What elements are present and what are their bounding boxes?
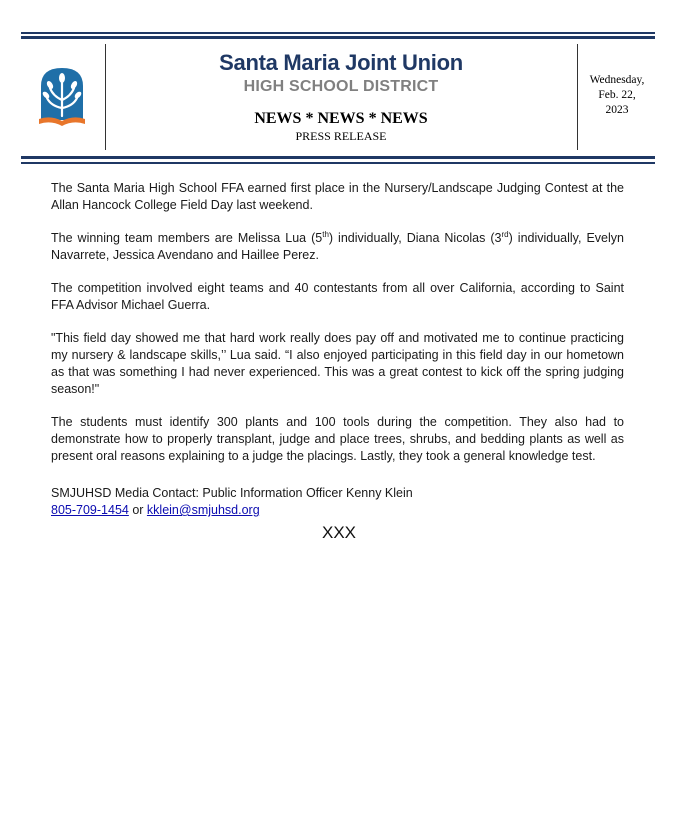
district-logo-icon bbox=[39, 66, 85, 128]
date-weekday: Wednesday, bbox=[589, 74, 645, 86]
paragraph-2-part-a: The winning team members are Melissa Lua (5 bbox=[51, 231, 323, 245]
media-contact bbox=[51, 485, 413, 519]
press-release-label: PRESS RELEASE bbox=[295, 129, 387, 143]
date-monthday: Feb. 22, bbox=[598, 89, 636, 101]
bottom-rule-thin bbox=[21, 162, 655, 164]
district-name-line2: HIGH SCHOOL DISTRICT bbox=[243, 78, 439, 95]
or-text: or bbox=[128, 503, 147, 517]
press-release-body bbox=[51, 180, 624, 481]
email-link[interactable]: kklein@smjuhsd.org bbox=[146, 503, 260, 517]
phone-link[interactable]: 805-709-1454 bbox=[51, 503, 129, 517]
date-year: 2023 bbox=[605, 104, 629, 116]
district-name-line1: Santa Maria Joint Union bbox=[219, 50, 463, 75]
paragraph-2 bbox=[51, 230, 624, 264]
title-cell bbox=[105, 44, 577, 150]
paragraph-5: The students must identify 300 plants and 100 tools during the competition. They also had to demonstrate how to properly transplant, judge and place trees, shrubs, and bedding plants as well as present oral reasons explaining to a judge the placings. Lastly, they took a general knowledge test. bbox=[51, 415, 624, 463]
paragraph-2-part-b: ) individually, Diana Nicolas (3 bbox=[328, 231, 502, 245]
ordinal-suffix: th bbox=[322, 229, 329, 239]
paragraph-3: The competition involved eight teams and 40 contestants from all over California, according to Saint FFA Advisor Michael Guerra. bbox=[51, 281, 624, 312]
end-mark: XXX bbox=[321, 523, 357, 542]
contact-links bbox=[51, 502, 413, 519]
paragraph-1: The Santa Maria High School FFA earned first place in the Nursery/Landscape Judging Contest at the Allan Hancock College Field Day last weekend. bbox=[51, 181, 624, 212]
bottom-rule-thick bbox=[21, 156, 655, 159]
top-rule-thin bbox=[21, 32, 655, 34]
ordinal-suffix: rd bbox=[501, 229, 509, 239]
paragraph-4-quote: "This field day showed me that hard work really does pay off and motivated me to continue practicing my nursery & landscape skills,’’ Lua said. “I also enjoyed participating in this field day in our hometown as that was something I had never experienced. This was a great contest to kick off the spring judging season!" bbox=[51, 331, 624, 396]
paragraph-2-part-c: ) individually, Evelyn Navarrete, Jessica Avendano and Haillee Perez. bbox=[51, 231, 624, 262]
media-contact-line: SMJUHSD Media Contact: Public Information Officer Kenny Klein bbox=[51, 486, 413, 500]
date-cell bbox=[577, 44, 656, 150]
letterhead bbox=[21, 44, 655, 150]
news-banner: NEWS * NEWS * NEWS bbox=[254, 110, 428, 127]
top-rule-thick bbox=[21, 36, 655, 39]
logo-cell bbox=[21, 44, 106, 150]
